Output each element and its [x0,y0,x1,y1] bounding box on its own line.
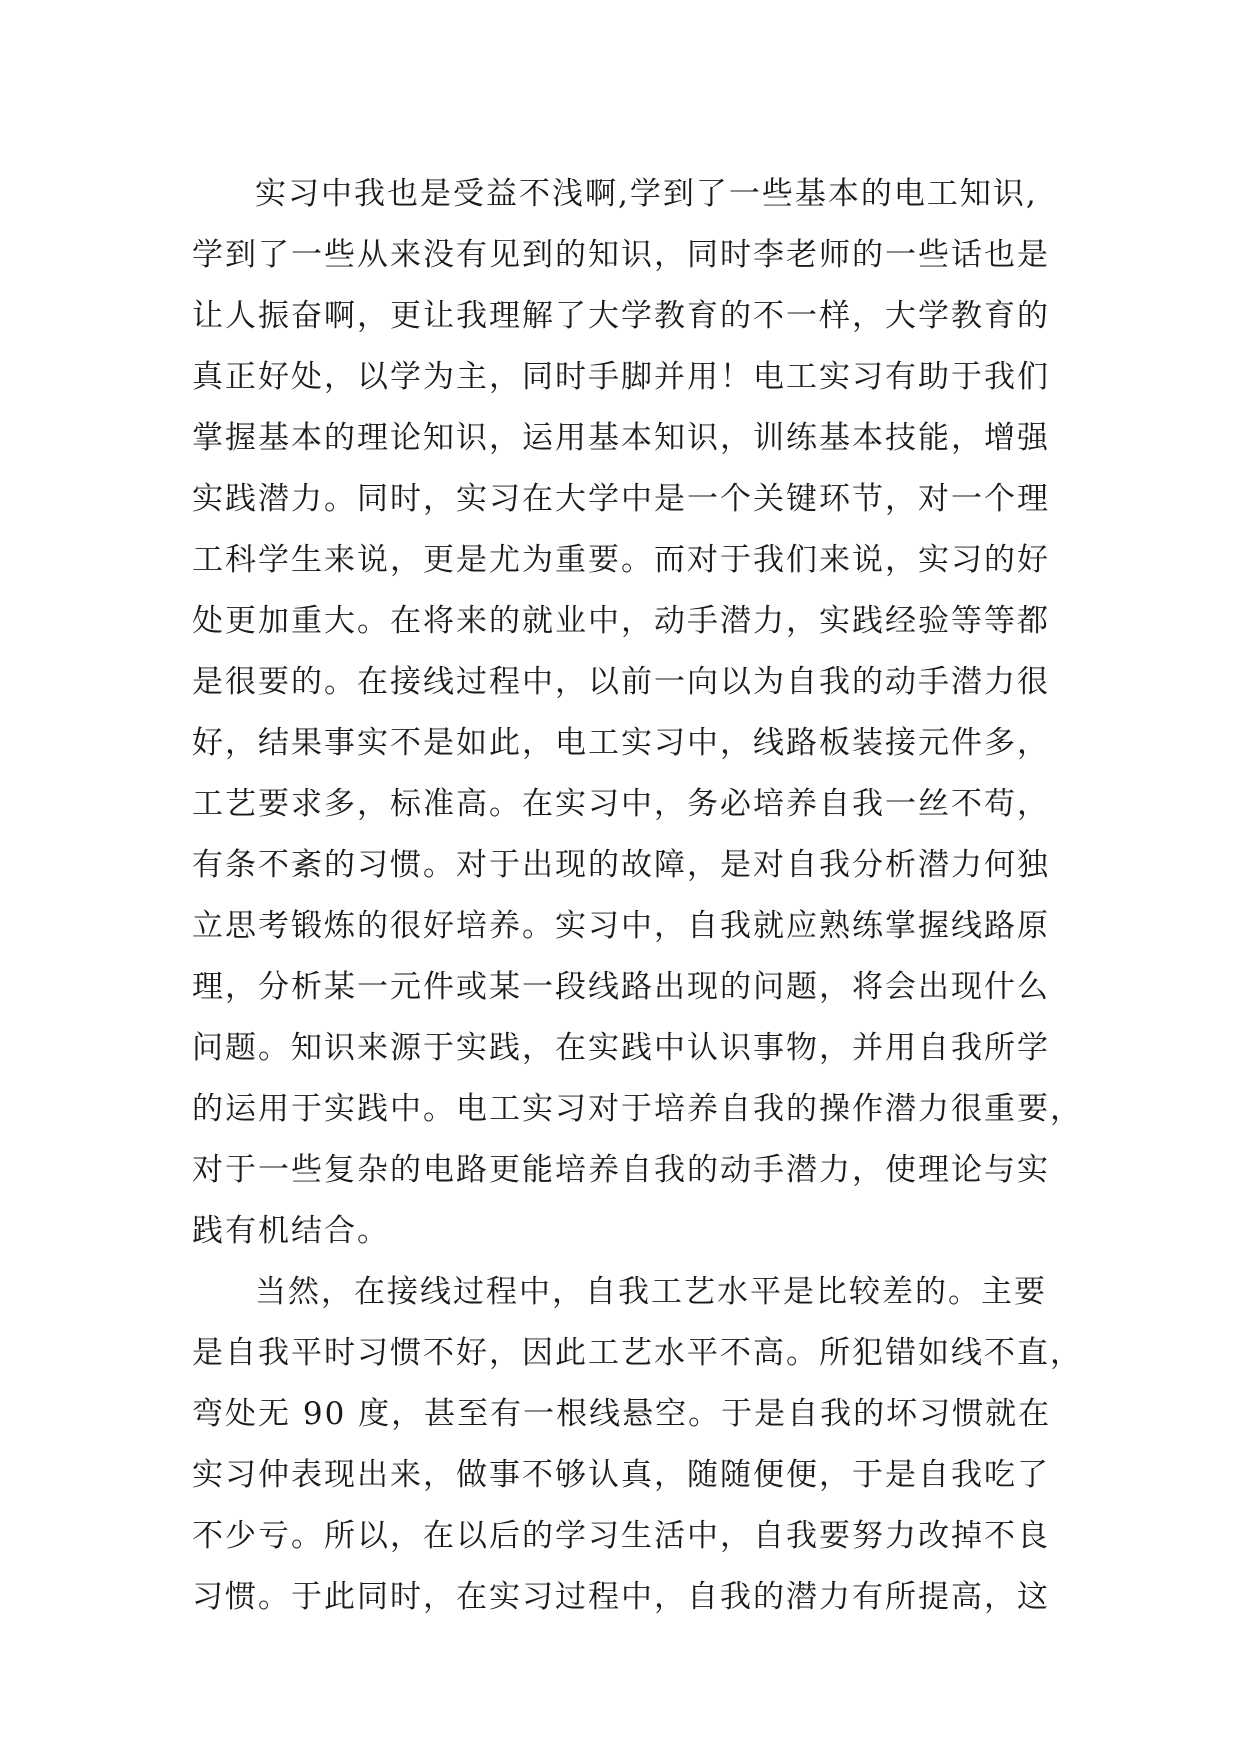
text-line: 理，分析某一元件或某一段线路出现的问题，将会出现什么 [192,969,1050,1005]
text-line: 弯处无 90 度，甚至有一根线悬空。于是自我的坏习惯就在 [192,1396,1052,1432]
paragraph-1 [192,164,1083,1262]
text-line: 立思考锻炼的很好培养。实习中，自我就应熟练掌握线路原 [192,908,1050,944]
text-line: 掌握基本的理论知识，运用基本知识，训练基本技能，增强 [192,420,1050,456]
text-line: 工科学生来说，更是尤为重要。而对于我们来说，实习的好 [192,542,1050,578]
text-line: 实习仲表现出来，做事不够认真，随随便便，于是自我吃了 [192,1457,1050,1493]
text-line: 真正好处，以学为主，同时手脚并用！电工实习有助于我们 [192,359,1050,395]
text-line: 让人振奋啊，更让我理解了大学教育的不一样，大学教育的 [192,298,1050,334]
text-line: 学到了一些从来没有见到的知识，同时李老师的一些话也是 [192,237,1050,273]
text-line: 问题。知识来源于实践，在实践中认识事物，并用自我所学 [192,1030,1050,1066]
text-line: 不少亏。所以，在以后的学习生活中，自我要努力改掉不良 [192,1518,1050,1554]
text-line: 习惯。于此同时，在实习过程中，自我的潜力有所提高，这 [192,1579,1050,1615]
text-line: 有条不紊的习惯。对于出现的故障，是对自我分析潜力何独 [192,847,1050,883]
text-line: 是很要的。在接线过程中，以前一向以为自我的动手潜力很 [192,664,1050,700]
paragraph-2 [192,1262,1083,1628]
text-line: 工艺要求多，标准高。在实习中，务必培养自我一丝不苟， [192,786,1050,822]
text-line: 当然，在接线过程中，自我工艺水平是比较差的。主要 [255,1274,1047,1310]
text-line: 的运用于实践中。电工实习对于培养自我的操作潜力很重要， [192,1091,1083,1127]
text-line: 实习中我也是受益不浅啊,学到了一些基本的电工知识, [255,176,1038,212]
text-line: 是自我平时习惯不好，因此工艺水平不高。所犯错如线不直， [192,1335,1083,1371]
text-line: 处更加重大。在将来的就业中，动手潜力，实践经验等等都 [192,603,1050,639]
text-line: 践有机结合。 [192,1213,390,1249]
text-line: 好，结果事实不是如此，电工实习中，线路板装接元件多， [192,725,1050,761]
text-line: 对于一些复杂的电路更能培养自我的动手潜力，使理论与实 [192,1152,1050,1188]
text-line: 实践潜力。同时，实习在大学中是一个关键环节，对一个理 [192,481,1050,517]
document-body [192,164,1083,1628]
